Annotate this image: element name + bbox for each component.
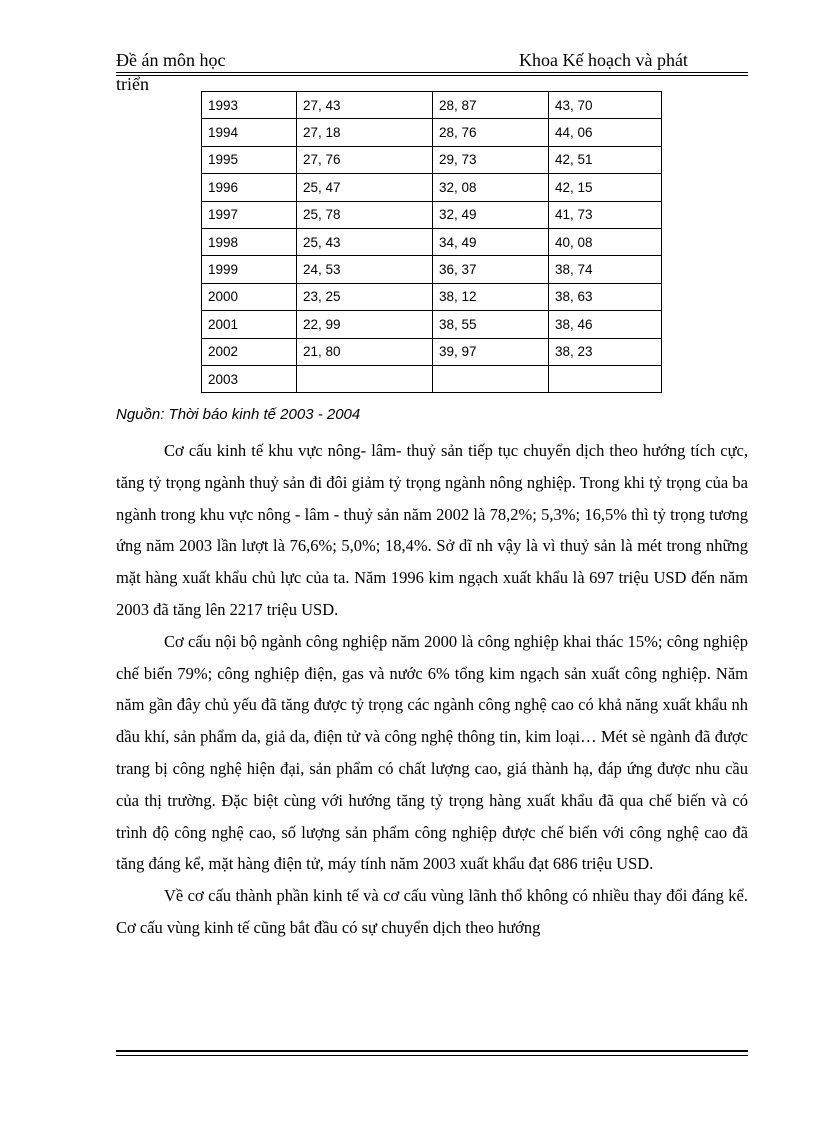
table-cell-value: 38, 46: [549, 311, 662, 338]
table-cell-value: 41, 73: [549, 201, 662, 228]
paragraph-regional-structure: Về cơ cấu thành phần kinh tế và cơ cấu vùng lãnh thổ không có nhiều thay đổi đáng kể. Cơ cấu vùng kinh tế cũng bắt đầu có sự chuyển dịch theo hướng: [116, 886, 748, 937]
table-cell-value: 27, 18: [297, 119, 433, 146]
table-cell-value: 40, 08: [549, 228, 662, 255]
table-cell-value: 25, 47: [297, 174, 433, 201]
table-cell-value: 32, 49: [433, 201, 549, 228]
table-cell-value: 43, 70: [549, 92, 662, 119]
table-row: [202, 228, 662, 255]
table-cell-value: [549, 365, 662, 392]
footer-rule-thin: [116, 1055, 748, 1056]
table-cell-value: 36, 37: [433, 256, 549, 283]
table-row: [202, 283, 662, 310]
table-cell-year: 1999: [202, 256, 297, 283]
table-cell-value: 42, 15: [549, 174, 662, 201]
table-cell-value: 23, 25: [297, 283, 433, 310]
header-faculty-continuation: triển: [116, 74, 149, 94]
table-cell-value: 38, 23: [549, 338, 662, 365]
table-source-note: Nguồn: Thời báo kinh tế 2003 - 2004: [116, 406, 361, 423]
table-cell-value: 38, 12: [433, 283, 549, 310]
table-row: [202, 146, 662, 173]
table-cell-year: 1998: [202, 228, 297, 255]
table-cell-year: 2002: [202, 338, 297, 365]
table-row: [202, 174, 662, 201]
table-row: [202, 119, 662, 146]
table-cell-value: 38, 74: [549, 256, 662, 283]
footer-rule-thick: [116, 1050, 748, 1052]
table-cell-value: 27, 43: [297, 92, 433, 119]
table-cell-value: 21, 80: [297, 338, 433, 365]
table-cell-value: [433, 365, 549, 392]
table-cell-year: 2000: [202, 283, 297, 310]
table-cell-value: 38, 63: [549, 283, 662, 310]
header-course-title: Đề án môn học: [116, 50, 226, 70]
table-cell-value: 28, 87: [433, 92, 549, 119]
paragraph-fisheries: Cơ cấu kinh tế khu vực nông- lâm- thuỷ sản tiếp tục chuyển dịch theo hướng tích cực, tăng tỷ trọng ngành thuỷ sản đi đôi giảm tỷ trọng ngành nông nghiệp. Trong khi tỷ trọng của ba ngành trong khu vực nông - lâm - thuỷ sản năm 2002 là 78,2%; 5,3%; 16,5% thì tỷ trọng tương ứng năm 2003 lần lượt là 76,6%; 5,0%; 18,4%. Sở dĩ nh vậy là vì thuỷ sản là mét trong những mặt hàng xuất khẩu chủ lực của ta. Năm 1996 kim ngạch xuất khẩu là 697 triệu USD đến năm 2003 đã tăng lên 2217 triệu USD.: [116, 441, 748, 619]
header-rule-bottom: [116, 75, 748, 76]
table-cell-value: 38, 55: [433, 311, 549, 338]
table-row: [202, 92, 662, 119]
table-cell-value: 42, 51: [549, 146, 662, 173]
table-cell-value: 34, 49: [433, 228, 549, 255]
table-row: [202, 338, 662, 365]
table-cell-year: 2001: [202, 311, 297, 338]
table-cell-value: 22, 99: [297, 311, 433, 338]
table-row: [202, 311, 662, 338]
table-cell-value: 44, 06: [549, 119, 662, 146]
data-table: [201, 91, 662, 393]
table-cell-value: 29, 73: [433, 146, 549, 173]
table-cell-value: 24, 53: [297, 256, 433, 283]
table-cell-year: 1997: [202, 201, 297, 228]
table-cell-year: 1996: [202, 174, 297, 201]
table-cell-value: 28, 76: [433, 119, 549, 146]
table-cell-value: [297, 365, 433, 392]
table-cell-year: 1993: [202, 92, 297, 119]
table-row: [202, 256, 662, 283]
page-header: [116, 50, 748, 72]
table-cell-year: 1994: [202, 119, 297, 146]
table-cell-value: 25, 43: [297, 228, 433, 255]
table-row: [202, 201, 662, 228]
table-cell-value: 27, 76: [297, 146, 433, 173]
header-rule-top: [116, 72, 748, 73]
table-cell-year: 2003: [202, 365, 297, 392]
header-faculty-name: Khoa Kế hoạch và phát: [519, 50, 688, 70]
paragraph-industry: Cơ cấu nội bộ ngành công nghiệp năm 2000 là công nghiệp khai thác 15%; công nghiệp chế biến 79%; công nghiệp điện, gas và nước 6% tổng kim ngạch sản xuất công nghiệp. Năm năm gần đây chủ yếu đã tăng được tỷ trọng các ngành công nghệ cao có khả năng xuất khẩu nh dầu khí, sản phẩm da, giả da, điện tử và công nghệ thông tin, kim loại… Mét sè ngành đã được trang bị công nghệ hiện đại, sản phẩm có chất lượng cao, giá thành hạ, đáp ứng được nhu cầu của thị trường. Đặc biệt cùng với hướng tăng tỷ trọng hàng xuất khẩu đã qua chế biến và có trình độ công nghệ cao, số lượng sản phẩm công nghiệp được chế biến với công nghệ cao đã tăng đáng kể, mặt hàng điện tử, máy tính năm 2003 xuất khẩu đạt 686 triệu USD.: [116, 631, 748, 874]
table-cell-value: 39, 97: [433, 338, 549, 365]
table-cell-year: 1995: [202, 146, 297, 173]
table-cell-value: 25, 78: [297, 201, 433, 228]
body-text: [116, 435, 748, 944]
table-row: [202, 365, 662, 392]
table-cell-value: 32, 08: [433, 174, 549, 201]
